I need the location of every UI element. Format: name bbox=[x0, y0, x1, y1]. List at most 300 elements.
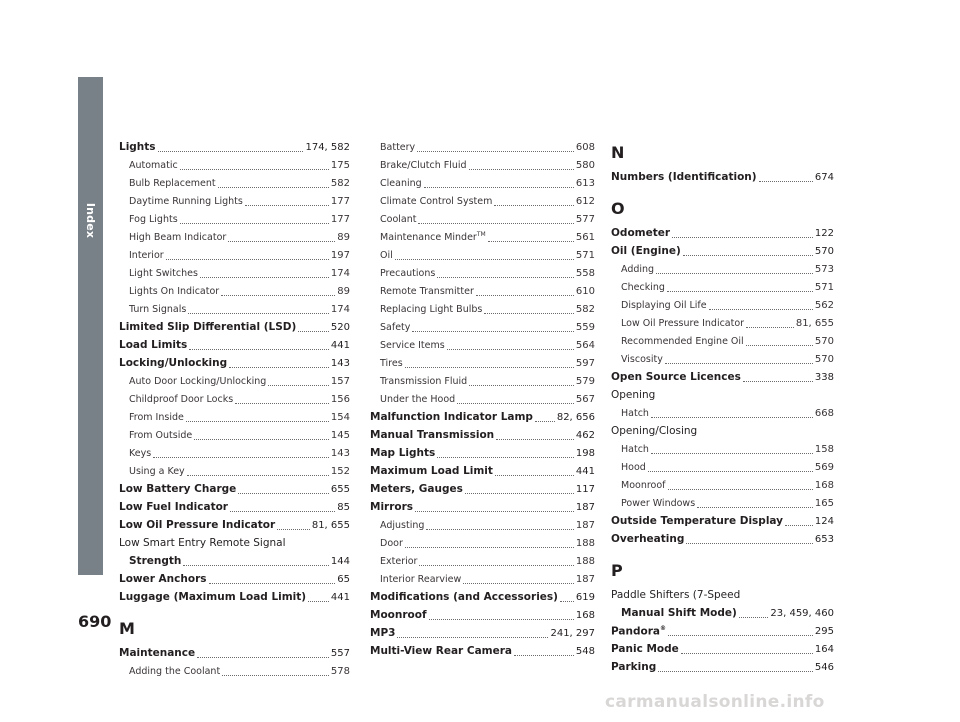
page-reference: 198 bbox=[575, 448, 595, 459]
index-entry bbox=[119, 552, 350, 570]
index-subentry bbox=[119, 156, 350, 174]
index-subentry bbox=[119, 372, 350, 390]
dot-leader bbox=[418, 222, 573, 224]
index-entry bbox=[119, 588, 350, 606]
index-subentry bbox=[370, 570, 595, 588]
entry-term: Overheating bbox=[611, 533, 685, 545]
dot-leader bbox=[743, 380, 813, 382]
entry-term: Fog Lights bbox=[129, 214, 178, 225]
dot-leader bbox=[218, 186, 329, 188]
page-reference: 188 bbox=[575, 538, 595, 549]
index-subentry bbox=[119, 228, 350, 246]
entry-term: Oil (Engine) bbox=[611, 245, 681, 257]
index-entry bbox=[370, 444, 595, 462]
dot-leader bbox=[668, 488, 813, 490]
index-subentry bbox=[119, 210, 350, 228]
page-reference: 157 bbox=[330, 376, 350, 387]
entry-term: Lights bbox=[119, 141, 156, 153]
dot-leader bbox=[681, 652, 813, 654]
entry-term: Viscosity bbox=[621, 354, 663, 365]
entry-term: Hood bbox=[621, 462, 646, 473]
entry-term: Opening/Closing bbox=[611, 425, 698, 437]
entry-term: Displaying Oil Life bbox=[621, 300, 707, 311]
index-entry bbox=[119, 318, 350, 336]
dot-leader bbox=[158, 150, 304, 152]
entry-term: Transmission Fluid bbox=[380, 376, 468, 387]
index-subentry bbox=[611, 494, 834, 512]
page-reference: 89 bbox=[337, 286, 350, 297]
entry-term: Locking/Unlocking bbox=[119, 357, 228, 369]
entry-term: Oil bbox=[380, 250, 393, 261]
entry-term: Adding the Coolant bbox=[129, 666, 221, 677]
page-reference: 197 bbox=[330, 250, 350, 261]
index-entry bbox=[611, 422, 834, 440]
page-reference: 597 bbox=[575, 358, 595, 369]
dot-leader bbox=[437, 276, 574, 278]
index-entry bbox=[119, 480, 350, 498]
entry-term: Low Smart Entry Remote Signal bbox=[119, 537, 286, 549]
entry-term: From Outside bbox=[129, 430, 193, 441]
dot-leader bbox=[469, 168, 574, 170]
entry-term: Exterior bbox=[380, 556, 418, 567]
entry-term: Maintenance Minder™ bbox=[380, 230, 486, 243]
page-reference: 152 bbox=[330, 466, 350, 477]
index-entry bbox=[611, 640, 834, 658]
page-reference: 143 bbox=[330, 358, 350, 369]
index-subentry bbox=[611, 404, 834, 422]
dot-leader bbox=[484, 312, 574, 314]
dot-leader bbox=[709, 308, 813, 310]
entry-term: Maintenance bbox=[119, 647, 196, 659]
dot-leader bbox=[180, 168, 329, 170]
index-subentry bbox=[370, 354, 595, 372]
page-reference: 548 bbox=[575, 646, 595, 657]
index-entry bbox=[611, 368, 834, 386]
dot-leader bbox=[668, 634, 813, 636]
index-subentry bbox=[119, 192, 350, 210]
index-subentry bbox=[611, 332, 834, 350]
page-reference: 187 bbox=[575, 574, 595, 585]
entry-term: Bulb Replacement bbox=[129, 178, 216, 189]
page-reference: 561 bbox=[575, 232, 595, 243]
entry-term: Multi-View Rear Camera bbox=[370, 645, 512, 657]
entry-term: Interior bbox=[129, 250, 164, 261]
dot-leader bbox=[229, 366, 329, 368]
dot-leader bbox=[672, 236, 813, 238]
index-entry bbox=[119, 354, 350, 372]
superscript-mark: TM bbox=[476, 230, 486, 238]
page-reference: 562 bbox=[814, 300, 834, 311]
entry-term: Map Lights bbox=[370, 447, 436, 459]
index-entry bbox=[119, 570, 350, 588]
page-reference: 441 bbox=[330, 340, 350, 351]
entry-term: Moonroof bbox=[621, 480, 666, 491]
page-reference: 154 bbox=[330, 412, 350, 423]
entry-term: Limited Slip Differential (LSD) bbox=[119, 321, 297, 333]
dot-leader bbox=[739, 616, 769, 618]
dot-leader bbox=[415, 510, 574, 512]
dot-leader bbox=[535, 420, 555, 422]
entry-term: Interior Rearview bbox=[380, 574, 462, 585]
index-subentry bbox=[370, 264, 595, 282]
page-reference: 122 bbox=[814, 228, 834, 239]
page-reference: 570 bbox=[814, 246, 834, 257]
entry-term: Battery bbox=[380, 142, 416, 153]
entry-term: Remote Transmitter bbox=[380, 286, 474, 297]
dot-leader bbox=[746, 344, 813, 346]
dot-leader bbox=[746, 326, 794, 328]
entry-term: Modifications (and Accessories) bbox=[370, 591, 558, 603]
index-subentry bbox=[370, 174, 595, 192]
page-reference: 164 bbox=[814, 644, 834, 655]
index-entry bbox=[370, 642, 595, 660]
index-entry bbox=[611, 512, 834, 530]
dot-leader bbox=[651, 416, 813, 418]
page-reference: 674 bbox=[814, 172, 834, 183]
index-subentry bbox=[611, 296, 834, 314]
index-entry bbox=[370, 606, 595, 624]
entry-term: Low Fuel Indicator bbox=[119, 501, 228, 513]
index-subentry bbox=[611, 314, 834, 332]
entry-term: Climate Control System bbox=[380, 196, 493, 207]
dot-leader bbox=[785, 524, 813, 526]
entry-term: Paddle Shifters (7-Speed bbox=[611, 589, 741, 601]
index-entry bbox=[370, 426, 595, 444]
page-reference: 295 bbox=[814, 626, 834, 637]
dot-leader bbox=[308, 600, 329, 602]
dot-leader bbox=[180, 222, 329, 224]
entry-term: Strength bbox=[129, 555, 182, 567]
index-entry bbox=[611, 530, 834, 548]
page-reference: 187 bbox=[575, 502, 595, 513]
dot-leader bbox=[429, 618, 574, 620]
page-reference: 569 bbox=[814, 462, 834, 473]
entry-term: Moonroof bbox=[370, 609, 427, 621]
entry-term: Load Limits bbox=[119, 339, 188, 351]
index-entry bbox=[119, 534, 350, 552]
dot-leader bbox=[197, 656, 329, 658]
index-subentry bbox=[119, 174, 350, 192]
entry-term: High Beam Indicator bbox=[129, 232, 227, 243]
dot-leader bbox=[405, 366, 574, 368]
entry-term: Luggage (Maximum Load Limit) bbox=[119, 591, 307, 603]
page-reference: 23, 459, 460 bbox=[770, 608, 834, 619]
index-subentry bbox=[119, 408, 350, 426]
dot-leader bbox=[187, 474, 329, 476]
entry-term: Lights On Indicator bbox=[129, 286, 220, 297]
dot-leader bbox=[667, 290, 813, 292]
section-letter: M bbox=[119, 619, 135, 638]
entry-term: Replacing Light Bulbs bbox=[380, 304, 483, 315]
dot-leader bbox=[397, 636, 548, 638]
page-reference: 145 bbox=[330, 430, 350, 441]
page-reference: 241, 297 bbox=[550, 628, 595, 639]
dot-leader bbox=[235, 402, 329, 404]
page-reference: 174 bbox=[330, 268, 350, 279]
entry-term: Hatch bbox=[621, 408, 649, 419]
entry-term: Numbers (Identification) bbox=[611, 171, 757, 183]
page-reference: 124 bbox=[814, 516, 834, 527]
page-reference: 441 bbox=[330, 592, 350, 603]
superscript-mark: ® bbox=[659, 624, 666, 632]
page-reference: 174 bbox=[330, 304, 350, 315]
dot-leader bbox=[759, 180, 813, 182]
dot-leader bbox=[200, 276, 329, 278]
dot-leader bbox=[465, 492, 574, 494]
entry-term: Checking bbox=[621, 282, 665, 293]
index-subentry bbox=[370, 516, 595, 534]
dot-leader bbox=[222, 674, 329, 676]
index-subentry bbox=[611, 278, 834, 296]
entry-term: Opening bbox=[611, 389, 656, 401]
index-subentry bbox=[370, 372, 595, 390]
entry-term: Auto Door Locking/Unlocking bbox=[129, 376, 267, 387]
entry-term: Outside Temperature Display bbox=[611, 515, 784, 527]
index-subentry bbox=[370, 300, 595, 318]
page-reference: 81, 655 bbox=[795, 318, 834, 329]
page-reference: 174, 582 bbox=[305, 142, 350, 153]
dot-leader bbox=[648, 470, 813, 472]
dot-leader bbox=[697, 506, 813, 508]
dot-leader bbox=[228, 240, 335, 242]
dot-leader bbox=[437, 456, 574, 458]
dot-leader bbox=[686, 542, 813, 544]
index-entry bbox=[370, 462, 595, 480]
entry-term: Low Battery Charge bbox=[119, 483, 237, 495]
page-reference: 165 bbox=[814, 498, 834, 509]
dot-leader bbox=[665, 362, 813, 364]
dot-leader bbox=[186, 420, 329, 422]
dot-leader bbox=[494, 204, 574, 206]
entry-term: Using a Key bbox=[129, 466, 185, 477]
index-subentry bbox=[370, 138, 595, 156]
entry-term: Brake/Clutch Fluid bbox=[380, 160, 467, 171]
entry-term: Low Oil Pressure Indicator bbox=[119, 519, 276, 531]
entry-term: Odometer bbox=[611, 227, 671, 239]
index-entry bbox=[370, 480, 595, 498]
page-reference: 655 bbox=[330, 484, 350, 495]
index-subentry bbox=[119, 282, 350, 300]
index-entry bbox=[611, 224, 834, 242]
entry-term: Turn Signals bbox=[129, 304, 187, 315]
page-reference: 564 bbox=[575, 340, 595, 351]
page-reference: 668 bbox=[814, 408, 834, 419]
entry-term: Open Source Licences bbox=[611, 371, 741, 383]
entry-term: Under the Hood bbox=[380, 394, 456, 405]
entry-term: Automatic bbox=[129, 160, 178, 171]
page-reference: 577 bbox=[575, 214, 595, 225]
index-subentry bbox=[370, 534, 595, 552]
dot-leader bbox=[412, 330, 574, 332]
page-reference: 559 bbox=[575, 322, 595, 333]
page-reference: 89 bbox=[337, 232, 350, 243]
index-subentry bbox=[370, 282, 595, 300]
dot-leader bbox=[245, 204, 329, 206]
dot-leader bbox=[209, 582, 336, 584]
page-reference: 188 bbox=[575, 556, 595, 567]
entry-term: Door bbox=[380, 538, 403, 549]
index-subentry bbox=[370, 192, 595, 210]
page-reference: 168 bbox=[575, 610, 595, 621]
page-reference: 613 bbox=[575, 178, 595, 189]
index-subentry bbox=[370, 246, 595, 264]
entry-term: Parking bbox=[611, 661, 657, 673]
dot-leader bbox=[514, 654, 574, 656]
index-subentry bbox=[119, 426, 350, 444]
entry-term: MP3 bbox=[370, 627, 396, 639]
page-reference: 81, 655 bbox=[311, 520, 350, 531]
index-subentry bbox=[119, 662, 350, 680]
index-subentry bbox=[370, 210, 595, 228]
entry-term: Light Switches bbox=[129, 268, 198, 279]
index-entry bbox=[611, 622, 834, 640]
dot-leader bbox=[495, 474, 574, 476]
entry-term: Mirrors bbox=[370, 501, 414, 513]
index-column-1 bbox=[119, 138, 350, 680]
page-reference: 573 bbox=[814, 264, 834, 275]
page-reference: 85 bbox=[337, 502, 350, 513]
page-reference: 144 bbox=[330, 556, 350, 567]
dot-leader bbox=[463, 582, 574, 584]
index-entry bbox=[119, 644, 350, 662]
page-reference: 168 bbox=[814, 480, 834, 491]
page-reference: 558 bbox=[575, 268, 595, 279]
index-entry bbox=[370, 408, 595, 426]
index-subentry bbox=[119, 300, 350, 318]
index-subentry bbox=[611, 350, 834, 368]
dot-leader bbox=[683, 254, 813, 256]
index-subentry bbox=[370, 390, 595, 408]
index-subentry bbox=[119, 390, 350, 408]
page-reference: 546 bbox=[814, 662, 834, 673]
entry-term: Hatch bbox=[621, 444, 649, 455]
index-entry bbox=[119, 138, 350, 156]
dot-leader bbox=[221, 294, 335, 296]
page-reference: 462 bbox=[575, 430, 595, 441]
page-reference: 177 bbox=[330, 196, 350, 207]
dot-leader bbox=[189, 348, 329, 350]
dot-leader bbox=[395, 258, 574, 260]
dot-leader bbox=[188, 312, 329, 314]
entry-term: Cleaning bbox=[380, 178, 422, 189]
page-reference: 567 bbox=[575, 394, 595, 405]
index-entry bbox=[611, 168, 834, 186]
page-reference: 158 bbox=[814, 444, 834, 455]
entry-term: Daytime Running Lights bbox=[129, 196, 243, 207]
entry-term: From Inside bbox=[129, 412, 184, 423]
page-reference: 610 bbox=[575, 286, 595, 297]
page-reference: 579 bbox=[575, 376, 595, 387]
entry-term: Malfunction Indicator Lamp bbox=[370, 411, 533, 423]
page-reference: 578 bbox=[330, 666, 350, 677]
entry-term: Recommended Engine Oil bbox=[621, 336, 744, 347]
entry-term: Pandora® bbox=[611, 624, 666, 637]
entry-term: Meters, Gauges bbox=[370, 483, 463, 495]
index-entry bbox=[611, 604, 834, 622]
index-subentry bbox=[119, 264, 350, 282]
dot-leader bbox=[651, 452, 813, 454]
page-reference: 571 bbox=[575, 250, 595, 261]
dot-leader bbox=[560, 600, 574, 602]
entry-term: Adding bbox=[621, 264, 655, 275]
index-side-tab bbox=[78, 77, 103, 575]
page-reference: 177 bbox=[330, 214, 350, 225]
page-reference: 156 bbox=[330, 394, 350, 405]
index-column-3 bbox=[611, 138, 834, 676]
page-reference: 143 bbox=[330, 448, 350, 459]
dot-leader bbox=[488, 240, 574, 242]
entry-term: Low Oil Pressure Indicator bbox=[621, 318, 745, 329]
entry-term: Manual Transmission bbox=[370, 429, 495, 441]
dot-leader bbox=[183, 564, 329, 566]
entry-term: Lower Anchors bbox=[119, 573, 207, 585]
dot-leader bbox=[419, 564, 573, 566]
index-subentry bbox=[370, 552, 595, 570]
index-subentry bbox=[370, 336, 595, 354]
entry-term: Childproof Door Locks bbox=[129, 394, 234, 405]
index-entry bbox=[370, 498, 595, 516]
page-reference: 570 bbox=[814, 336, 834, 347]
dot-leader bbox=[469, 384, 574, 386]
section-letter: N bbox=[611, 143, 625, 162]
index-entry bbox=[119, 336, 350, 354]
entry-term: Power Windows bbox=[621, 498, 696, 509]
page-reference: 557 bbox=[330, 648, 350, 659]
index-entry bbox=[611, 586, 834, 604]
dot-leader bbox=[496, 438, 574, 440]
dot-leader bbox=[447, 348, 574, 350]
page-number: 690 bbox=[78, 612, 112, 631]
entry-term: Precautions bbox=[380, 268, 436, 279]
index-tab-label: Index bbox=[84, 202, 98, 238]
index-entry bbox=[119, 498, 350, 516]
page-reference: 570 bbox=[814, 354, 834, 365]
dot-leader bbox=[194, 438, 329, 440]
index-entry bbox=[611, 242, 834, 260]
entry-term: Coolant bbox=[380, 214, 417, 225]
entry-term: Keys bbox=[129, 448, 152, 459]
page-reference: 82, 656 bbox=[556, 412, 595, 423]
section-letter: P bbox=[611, 561, 623, 580]
entry-term: Service Items bbox=[380, 340, 445, 351]
page-reference: 520 bbox=[330, 322, 350, 333]
dot-leader bbox=[166, 258, 329, 260]
page-reference: 187 bbox=[575, 520, 595, 531]
index-subentry bbox=[370, 156, 595, 174]
page-reference: 571 bbox=[814, 282, 834, 293]
index-subentry bbox=[611, 260, 834, 278]
index-subentry bbox=[611, 476, 834, 494]
index-entry bbox=[611, 658, 834, 676]
dot-leader bbox=[238, 492, 329, 494]
page-reference: 441 bbox=[575, 466, 595, 477]
index-entry bbox=[119, 516, 350, 534]
dot-leader bbox=[298, 330, 329, 332]
dot-leader bbox=[457, 402, 574, 404]
dot-leader bbox=[424, 186, 574, 188]
entry-term: Maximum Load Limit bbox=[370, 465, 493, 477]
index-column-2 bbox=[370, 138, 595, 660]
dot-leader bbox=[656, 272, 813, 274]
dot-leader bbox=[268, 384, 329, 386]
page-reference: 612 bbox=[575, 196, 595, 207]
dot-leader bbox=[277, 528, 310, 530]
page-reference: 608 bbox=[575, 142, 595, 153]
section-letter: O bbox=[611, 199, 625, 218]
watermark: carmanualsonline.info bbox=[605, 692, 825, 712]
page-reference: 580 bbox=[575, 160, 595, 171]
entry-term: Tires bbox=[380, 358, 403, 369]
